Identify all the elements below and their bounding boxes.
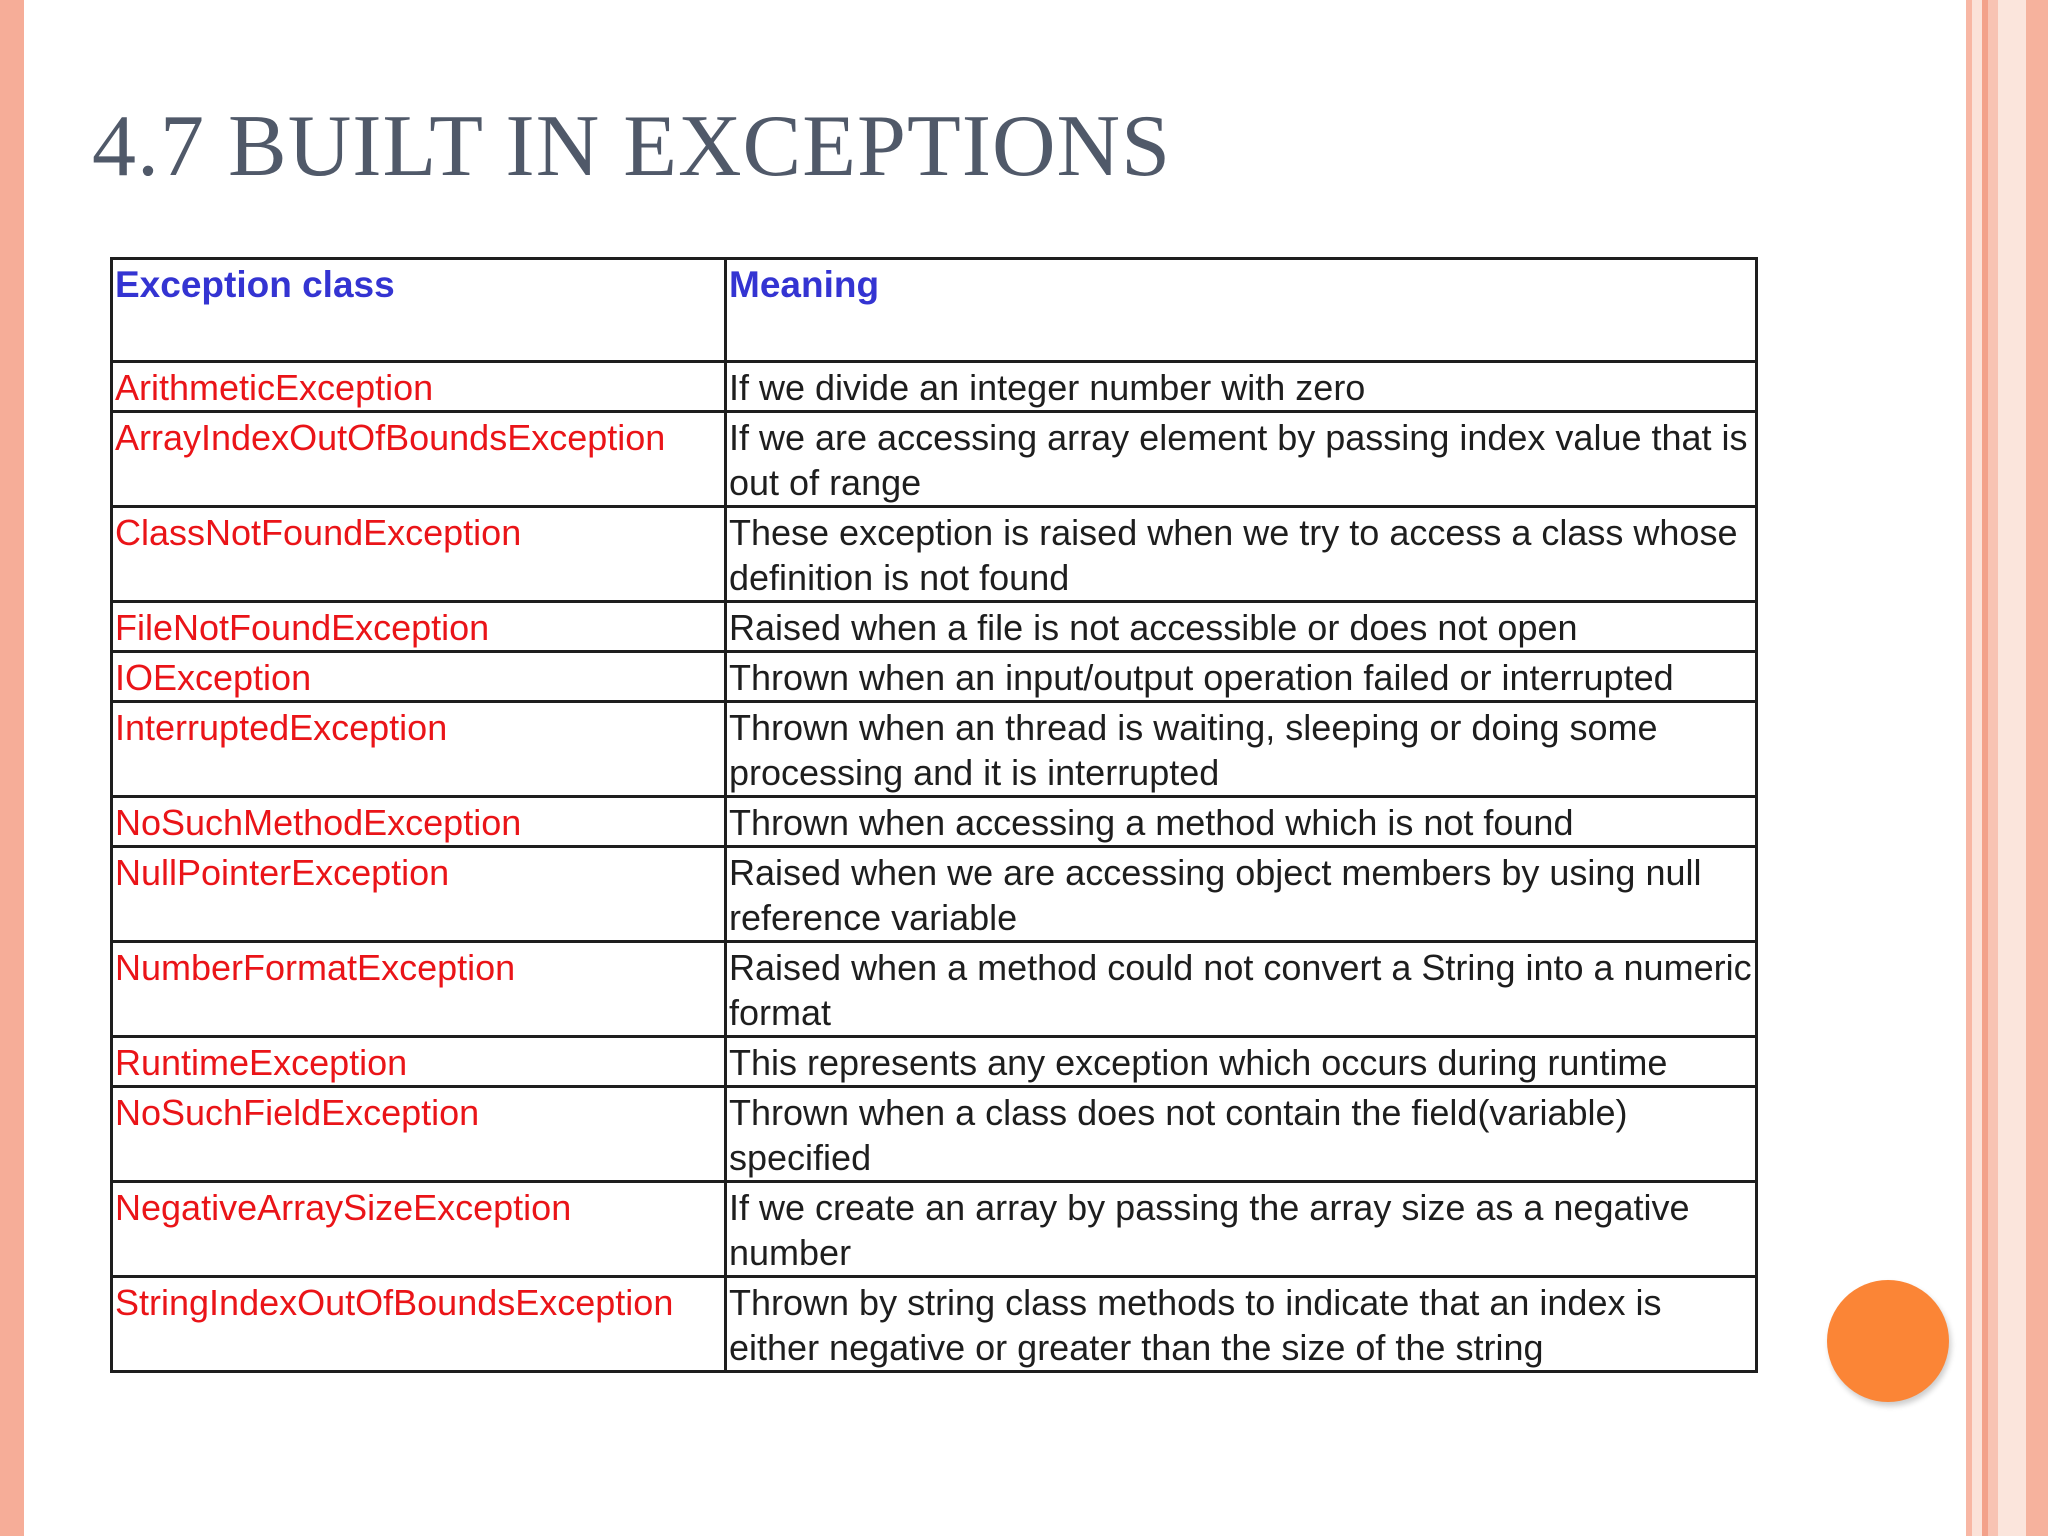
exception-meaning: Raised when a method could not convert a String into a numeric format [726, 942, 1757, 1037]
exception-name: NoSuchFieldException [112, 1087, 726, 1182]
exception-meaning: Thrown when an input/output operation failed or interrupted [726, 652, 1757, 702]
table-row [112, 942, 1757, 1037]
table-row [112, 847, 1757, 942]
exception-name: ArrayIndexOutOfBoundsException [112, 412, 726, 507]
table-row [112, 1277, 1757, 1372]
exception-name: InterruptedException [112, 702, 726, 797]
exception-meaning: If we are accessing array element by passing index value that is out of range [726, 412, 1757, 507]
exception-name: NoSuchMethodException [112, 797, 726, 847]
exception-name: NullPointerException [112, 847, 726, 942]
exceptions-table-container [110, 257, 1755, 1373]
exception-meaning: If we create an array by passing the array size as a negative number [726, 1182, 1757, 1277]
exception-meaning: This represents any exception which occurs during runtime [726, 1037, 1757, 1087]
exception-meaning: These exception is raised when we try to access a class whose definition is not found [726, 507, 1757, 602]
table-header-row [112, 259, 1757, 362]
table-row [112, 507, 1757, 602]
exception-name: StringIndexOutOfBoundsException [112, 1277, 726, 1372]
header-exception-class: Exception class [112, 259, 726, 362]
exception-name: ArithmeticException [112, 362, 726, 412]
exception-name: FileNotFoundException [112, 602, 726, 652]
left-border-stripe [0, 0, 24, 1536]
table-row [112, 797, 1757, 847]
right-border-frame [1960, 0, 2048, 1536]
exception-name: ClassNotFoundException [112, 507, 726, 602]
exception-meaning: Raised when we are accessing object members by using null reference variable [726, 847, 1757, 942]
exception-name: NumberFormatException [112, 942, 726, 1037]
header-meaning: Meaning [726, 259, 1757, 362]
table-row [112, 652, 1757, 702]
orange-circle-decoration [1827, 1280, 1949, 1402]
exception-meaning: Thrown when a class does not contain the field(variable) specified [726, 1087, 1757, 1182]
table-row [112, 1037, 1757, 1087]
table-row [112, 1182, 1757, 1277]
exception-name: NegativeArraySizeException [112, 1182, 726, 1277]
table-row [112, 362, 1757, 412]
exception-name: IOException [112, 652, 726, 702]
exception-meaning: If we divide an integer number with zero [726, 362, 1757, 412]
exception-meaning: Thrown by string class methods to indicate that an index is either negative or greater than the size of the string [726, 1277, 1757, 1372]
table-row [112, 602, 1757, 652]
slide-title: 4.7 BUILT IN EXCEPTIONS [92, 98, 1172, 195]
table-row [112, 412, 1757, 507]
table-row [112, 1087, 1757, 1182]
exception-name: RuntimeException [112, 1037, 726, 1087]
exception-meaning: Raised when a file is not accessible or does not open [726, 602, 1757, 652]
table-row [112, 702, 1757, 797]
exceptions-table [110, 257, 1758, 1373]
exception-meaning: Thrown when an thread is waiting, sleeping or doing some processing and it is interrupted [726, 702, 1757, 797]
exception-meaning: Thrown when accessing a method which is not found [726, 797, 1757, 847]
